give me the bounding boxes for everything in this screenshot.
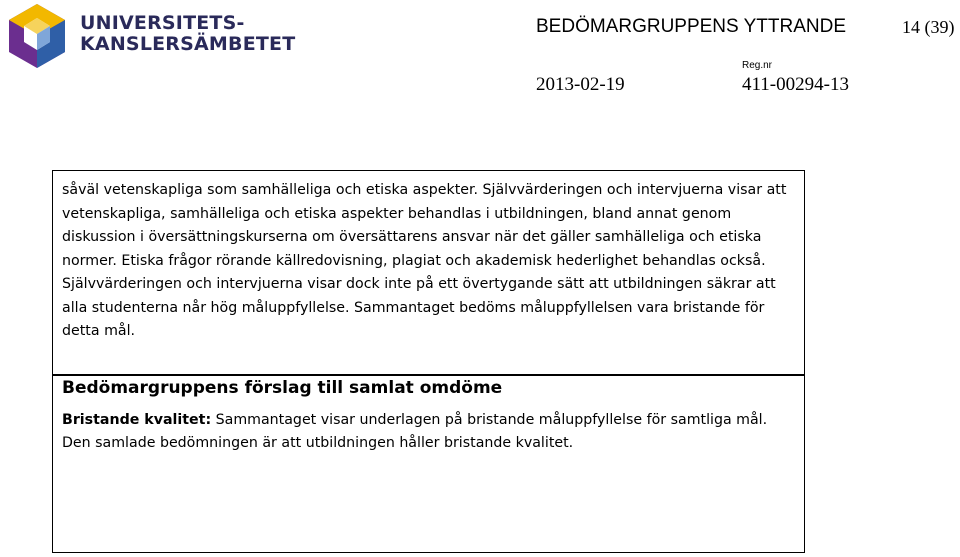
quality-label: Bristande kvalitet: [62,412,212,428]
regnr-label: Reg.nr [742,60,773,71]
judgement-paragraph [62,409,798,455]
organization-name [80,13,295,55]
document-title: BEDÖMARGRUPPENS YTTRANDE [536,16,847,37]
org-name-line2: KANSLERSÄMBETET [80,33,296,55]
judgement-text: Sammantaget visar underlagen på bristande måluppfyllelse för samtliga mål. Den samlade bedömningen är att utbildningen håller bristande kvalitet. [62,412,768,451]
assessment-box [52,170,805,376]
overall-judgement-box [52,374,805,553]
assessment-text: såväl vetenskapliga som samhälleliga och etiska aspekter. Självvärderingen och intervjuerna visar att vetenskapliga, samhälleliga och etiska aspekter behandlas i utbildningen, bland annat genom diskussion i översättningskurserna om översättarens ansvar när det gäller samhälleliga och etiska normer. Etiska frågor rörande källredovisning, plagiat och akademisk hederlighet behandlas också. Självvärderingen och intervjuerna visar dock inte på ett övertygande sätt att utbildningen säkrar att alla studenterna når hög måluppfyllelse. Sammantaget bedöms måluppfyllelsen vara bristande för detta mål. [62,182,787,339]
document-date: 2013-02-19 [536,74,625,95]
page-number: 14 (39) [902,17,955,37]
org-name-line1: UNIVERSITETS- [80,12,245,34]
section-heading: Bedömargruppens förslag till samlat omdöme [62,378,503,398]
logo-icon [6,2,68,70]
registration-number: 411-00294-13 [742,74,849,95]
